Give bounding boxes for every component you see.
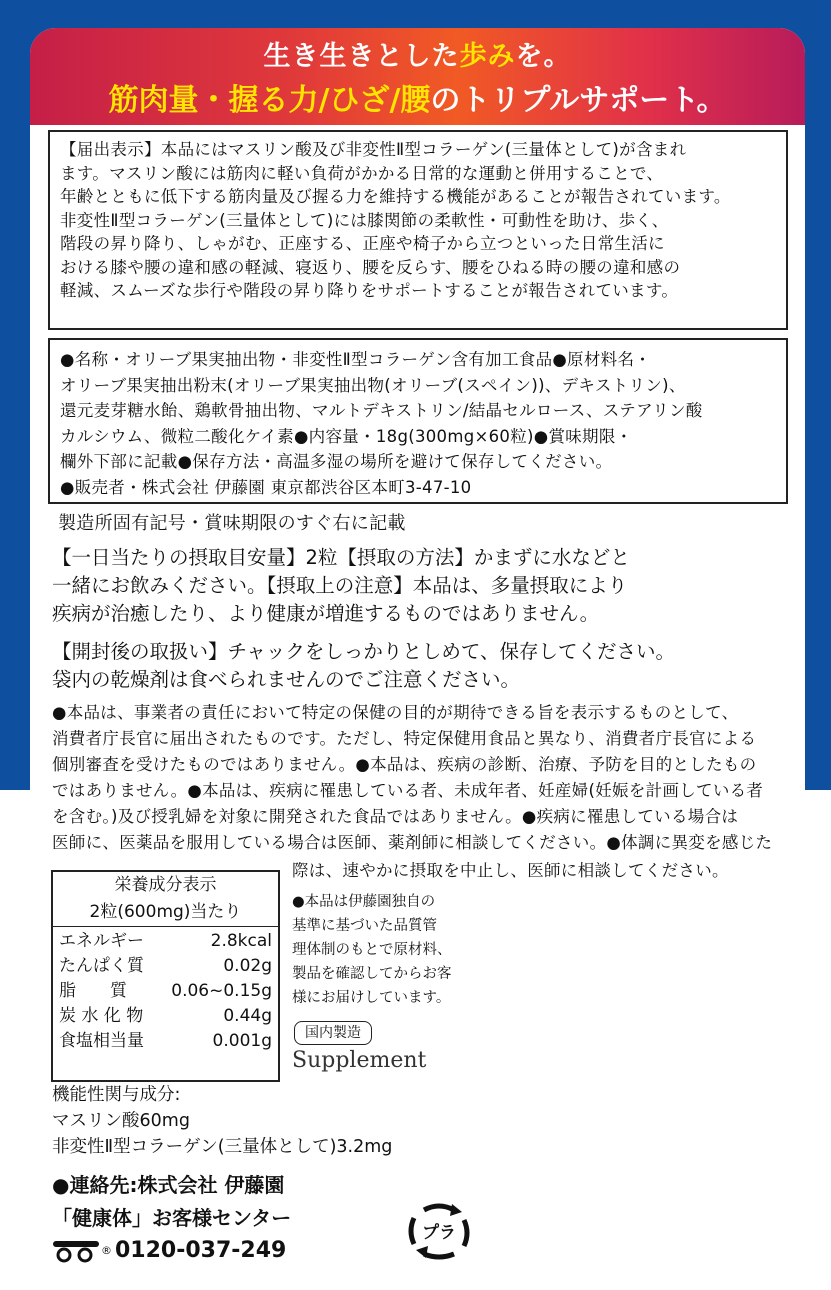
claim-line: おける膝や腰の違和感の軽減、寝返り、腰を反らす、腰をひねる時の腰の違和感の bbox=[60, 257, 681, 277]
supplement-label: Supplement bbox=[292, 1048, 427, 1073]
functional-line: 非変性Ⅱ型コラーゲン(三量体として)3.2mg bbox=[52, 1137, 393, 1157]
ingredients-line: オリーブ果実抽出粉末(オリーブ果実抽出物(オリーブ(スペイン))、デキストリン)、 bbox=[60, 375, 686, 395]
nutrition-table bbox=[51, 870, 280, 1082]
disclaimer-text bbox=[52, 700, 792, 856]
claim-line: 軽減、スムーズな歩行や階段の昇り降りをサポートすることが報告されています。 bbox=[60, 281, 679, 300]
ingredients-line: ●名称・オリーブ果実抽出物・非変性Ⅱ型コラーゲン含有加工食品●原材料名・ bbox=[60, 350, 652, 369]
headline-banner bbox=[30, 28, 805, 125]
nutrition-row: 食塩相当量 0.001g bbox=[59, 1031, 272, 1051]
claim-line: ます。マスリン酸には筋肉に軽い負荷がかかる日常的な運動と併用することで、 bbox=[60, 163, 664, 183]
headline-line-1: 生き生きとした歩みを。 bbox=[263, 41, 572, 72]
nutrition-row: 脂 質 0.06~0.15g bbox=[59, 981, 272, 1001]
ingredients-line: 欄外下部に記載●保存方法・高温多湿の場所を避けて保存してください。 bbox=[60, 452, 613, 471]
phone-number: 0120-037-249 bbox=[115, 1238, 287, 1263]
disclaimer-line: 医師に、医薬品を服用している場合は医師、薬剤師に相談してください。●体調に異変を感じた bbox=[52, 833, 773, 852]
ingredients-line: カルシウム、微粒二酸化ケイ素●内容量・18g(300mg×60粒)●賞味期限・ bbox=[60, 426, 633, 446]
quality-line: 理体制のもとで原材料、 bbox=[292, 942, 452, 958]
claim-line: 階段の昇り降り、しゃがむ、正座する、正座や椅子から立つといった日常生活に bbox=[60, 234, 665, 253]
contact-phone-row bbox=[52, 1236, 286, 1266]
label-panel bbox=[30, 28, 805, 1290]
claim-line: 【届出表示】本品にはマスリン酸及び非変性Ⅱ型コラーゲン(三量体として)が含まれ bbox=[60, 140, 687, 159]
nutrition-title: 栄養成分表示 bbox=[114, 875, 217, 895]
quality-line: 基準に基づいた品質管 bbox=[292, 918, 437, 934]
quality-line: 様にお届けしています。 bbox=[292, 990, 451, 1006]
domestic-made-badge: 国内製造 bbox=[294, 1021, 372, 1045]
intake-instructions bbox=[52, 544, 792, 628]
after-opening-instructions bbox=[52, 638, 792, 694]
registered-mark: ® bbox=[101, 1244, 112, 1257]
quality-note bbox=[292, 890, 452, 1010]
disclaimer-line: 消費者庁長官に届出されたものです。ただし、特定保健用食品と異なり、消費者庁長官による bbox=[52, 729, 757, 748]
claim-line: 非変性Ⅱ型コラーゲン(三量体として)には膝関節の柔軟性・可動性を助け、歩く、 bbox=[60, 210, 669, 230]
contact-line-1: ●連絡先:株式会社 伊藤園 bbox=[52, 1173, 285, 1197]
contact-line-2: 「健康体」お客様センター bbox=[52, 1206, 292, 1230]
intake-line: 【一日当たりの摂取目安量】2粒【摂取の方法】かまずに水などと bbox=[52, 546, 630, 569]
functional-ingredients bbox=[52, 1082, 392, 1160]
quality-line: ●本品は伊藤園独自の bbox=[292, 894, 436, 910]
intake-line: 一緒にお飲みください。【摂取上の注意】本品は、多量摂取により bbox=[52, 574, 628, 597]
intake-line: 疾病が治癒したり、より健康が増進するものではありません。 bbox=[52, 602, 600, 625]
claim-line: 年齢とともに低下する筋肉量及び握る力を維持する機能があることが報告されています。 bbox=[60, 187, 731, 206]
ingredients-line: 還元麦芽糖水飴、鶏軟骨抽出物、マルトデキストリン/結晶セルロース、ステアリン酸 bbox=[60, 401, 703, 420]
headline-line-2: 筋肉量・握る力/ひざ/腰のトリプルサポート。 bbox=[108, 83, 727, 118]
ingredients-box bbox=[48, 338, 788, 504]
functional-claim-box bbox=[48, 130, 788, 330]
disclaimer-line: ●本品は、事業者の責任において特定の保健の目的が期待できる旨を表示するものとして、 bbox=[52, 703, 739, 722]
ingredients-line: ●販売者・株式会社 伊藤園 東京都渋谷区本町3-47-10 bbox=[60, 477, 472, 497]
plastic-recycle-icon bbox=[406, 1200, 472, 1262]
disclaimer-line: ではありません。●本品は、疾病に罹患している者、未成年者、妊産婦(妊娠を計画している者 bbox=[52, 781, 764, 800]
disclaimer-line: 個別審査を受けたものではありません。●本品は、疾病の診断、治療、予防を目的としたもの bbox=[52, 755, 757, 774]
after-open-line: 【開封後の取扱い】チャックをしっかりとしめて、保存してください。 bbox=[52, 640, 676, 663]
functional-line: マスリン酸60mg bbox=[52, 1111, 190, 1131]
freedial-icon bbox=[52, 1239, 100, 1263]
quality-line: 製品を確認してからお客 bbox=[292, 966, 452, 982]
nutrition-row: たんぱく質 0.02g bbox=[59, 956, 272, 976]
nutrition-row: 炭 水 化 物 0.44g bbox=[59, 1006, 272, 1026]
disclaimer-last-line: 際は、速やかに摂取を中止し、医師に相談してください。 bbox=[292, 861, 729, 880]
functional-line: 機能性関与成分: bbox=[52, 1085, 181, 1105]
nutrition-serving: 2粒(600mg)当たり bbox=[89, 902, 242, 922]
maker-code-note: 製造所固有記号・賞味期限のすぐ右に記載 bbox=[58, 513, 406, 534]
disclaimer-line: を含む。)及び授乳婦を対象に開発された食品ではありません。●疾病に罹患している場合は bbox=[52, 807, 739, 826]
recycle-label: プラ bbox=[422, 1223, 456, 1243]
nutrition-row: エネルギー 2.8kcal bbox=[59, 931, 272, 951]
nutrition-header bbox=[53, 872, 278, 927]
after-open-line: 袋内の乾燥剤は食べられませんのでご注意ください。 bbox=[52, 668, 521, 691]
